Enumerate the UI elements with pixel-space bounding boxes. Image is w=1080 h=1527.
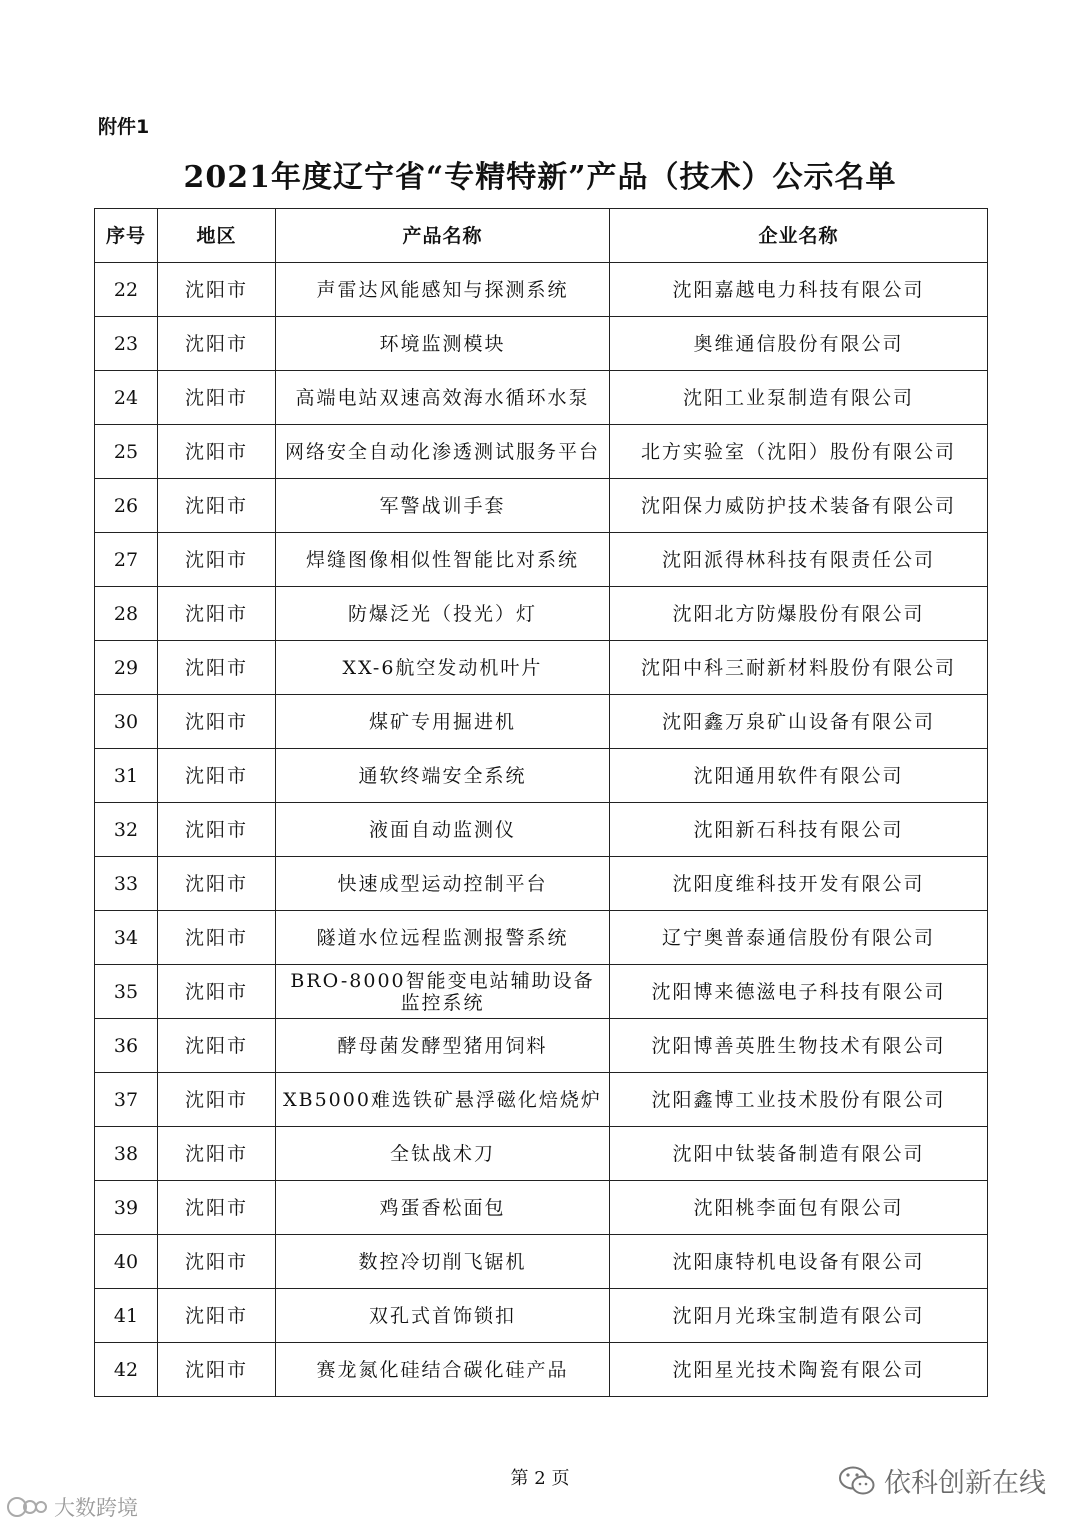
cloud-logo-icon: [6, 1494, 48, 1520]
table-row: [95, 1019, 988, 1073]
cell-product: 军警战训手套: [276, 479, 610, 533]
table-row: [95, 479, 988, 533]
cell-region: 沈阳市: [158, 641, 276, 695]
table-row: [95, 1343, 988, 1397]
header-company: 企业名称: [610, 209, 988, 263]
cell-product: 网络安全自动化渗透测试服务平台: [276, 425, 610, 479]
cell-region: 沈阳市: [158, 1235, 276, 1289]
cell-company: 辽宁奥普泰通信股份有限公司: [610, 911, 988, 965]
cell-product: 鸡蛋香松面包: [276, 1181, 610, 1235]
cell-index: 41: [95, 1289, 158, 1343]
cell-company: 沈阳桃李面包有限公司: [610, 1181, 988, 1235]
cell-company: 沈阳康特机电设备有限公司: [610, 1235, 988, 1289]
cell-index: 35: [95, 965, 158, 1019]
table-header-row: [95, 209, 988, 263]
cell-product: 防爆泛光（投光）灯: [276, 587, 610, 641]
cell-index: 42: [95, 1343, 158, 1397]
cell-company: 沈阳星光技术陶瓷有限公司: [610, 1343, 988, 1397]
table-row: [95, 965, 988, 1019]
cell-index: 23: [95, 317, 158, 371]
table-row: [95, 371, 988, 425]
cell-product: 高端电站双速高效海水循环水泵: [276, 371, 610, 425]
cell-index: 40: [95, 1235, 158, 1289]
cell-company: 沈阳鑫博工业技术股份有限公司: [610, 1073, 988, 1127]
cell-region: 沈阳市: [158, 1019, 276, 1073]
table-row: [95, 263, 988, 317]
table-row: [95, 1289, 988, 1343]
header-product: 产品名称: [276, 209, 610, 263]
table-row: [95, 587, 988, 641]
cell-product: BRO-8000智能变电站辅助设备监控系统: [276, 965, 610, 1019]
cell-company: 沈阳通用软件有限公司: [610, 749, 988, 803]
cell-product: 环境监测模块: [276, 317, 610, 371]
cell-product: 酵母菌发酵型猪用饲料: [276, 1019, 610, 1073]
cell-company: 沈阳保力威防护技术装备有限公司: [610, 479, 988, 533]
cell-product: 隧道水位远程监测报警系统: [276, 911, 610, 965]
cell-region: 沈阳市: [158, 1289, 276, 1343]
cell-company: 沈阳度维科技开发有限公司: [610, 857, 988, 911]
cell-company: 沈阳工业泵制造有限公司: [610, 371, 988, 425]
cell-index: 28: [95, 587, 158, 641]
cell-product: XB5000难选铁矿悬浮磁化焙烧炉: [276, 1073, 610, 1127]
table-row: [95, 425, 988, 479]
table-row: [95, 749, 988, 803]
cell-product: 双孔式首饰锁扣: [276, 1289, 610, 1343]
cell-product: 快速成型运动控制平台: [276, 857, 610, 911]
cell-company: 沈阳博善英胜生物技术有限公司: [610, 1019, 988, 1073]
page-number: 第 2 页: [510, 1468, 570, 1489]
cell-index: 39: [95, 1181, 158, 1235]
cell-region: 沈阳市: [158, 479, 276, 533]
cell-region: 沈阳市: [158, 1343, 276, 1397]
cell-index: 29: [95, 641, 158, 695]
cell-company: 沈阳嘉越电力科技有限公司: [610, 263, 988, 317]
cell-product: 通软终端安全系统: [276, 749, 610, 803]
cell-region: 沈阳市: [158, 371, 276, 425]
cell-region: 沈阳市: [158, 317, 276, 371]
cell-index: 22: [95, 263, 158, 317]
cell-company: 奥维通信股份有限公司: [610, 317, 988, 371]
cell-product: 全钛战术刀: [276, 1127, 610, 1181]
cell-company: 沈阳派得林科技有限责任公司: [610, 533, 988, 587]
table-row: [95, 1073, 988, 1127]
cell-company: 北方实验室（沈阳）股份有限公司: [610, 425, 988, 479]
cell-region: 沈阳市: [158, 1181, 276, 1235]
cell-index: 37: [95, 1073, 158, 1127]
watermark-right-text: 依科创新在线: [884, 1468, 1046, 1499]
cell-region: 沈阳市: [158, 911, 276, 965]
table-row: [95, 1127, 988, 1181]
table-row: [95, 857, 988, 911]
document-title: 2021年度辽宁省“专精特新”产品（技术）公示名单: [183, 160, 897, 195]
table-row: [95, 317, 988, 371]
table-row: [95, 911, 988, 965]
cell-index: 31: [95, 749, 158, 803]
cell-index: 24: [95, 371, 158, 425]
cell-region: 沈阳市: [158, 263, 276, 317]
cell-index: 26: [95, 479, 158, 533]
watermark-wechat: [838, 1461, 1046, 1500]
table-row: [95, 1181, 988, 1235]
cell-index: 32: [95, 803, 158, 857]
cell-region: 沈阳市: [158, 587, 276, 641]
watermark-left-text: 大数跨境: [54, 1496, 138, 1520]
cell-region: 沈阳市: [158, 425, 276, 479]
cell-region: 沈阳市: [158, 857, 276, 911]
cell-index: 25: [95, 425, 158, 479]
cell-region: 沈阳市: [158, 803, 276, 857]
cell-product: 焊缝图像相似性智能比对系统: [276, 533, 610, 587]
table-row: [95, 1235, 988, 1289]
cell-company: 沈阳中科三耐新材料股份有限公司: [610, 641, 988, 695]
table-row: [95, 695, 988, 749]
table-row: [95, 803, 988, 857]
table-row: [95, 641, 988, 695]
cell-region: 沈阳市: [158, 1073, 276, 1127]
cell-product: XX-6航空发动机叶片: [276, 641, 610, 695]
attachment-label: 附件1: [98, 116, 150, 138]
header-region: 地区: [158, 209, 276, 263]
cell-product: 液面自动监测仪: [276, 803, 610, 857]
cell-company: 沈阳中钛装备制造有限公司: [610, 1127, 988, 1181]
cell-product: 赛龙氮化硅结合碳化硅产品: [276, 1343, 610, 1397]
cell-company: 沈阳北方防爆股份有限公司: [610, 587, 988, 641]
header-index: 序号: [95, 209, 158, 263]
cell-index: 30: [95, 695, 158, 749]
cell-company: 沈阳鑫万泉矿山设备有限公司: [610, 695, 988, 749]
product-list-table: [94, 208, 988, 1397]
wechat-icon: [838, 1465, 876, 1497]
cell-index: 34: [95, 911, 158, 965]
watermark-site: [6, 1492, 138, 1522]
table-body: [95, 263, 988, 1397]
cell-product: 煤矿专用掘进机: [276, 695, 610, 749]
cell-index: 27: [95, 533, 158, 587]
cell-region: 沈阳市: [158, 1127, 276, 1181]
cell-product: 数控冷切削飞锯机: [276, 1235, 610, 1289]
cell-index: 38: [95, 1127, 158, 1181]
cell-company: 沈阳月光珠宝制造有限公司: [610, 1289, 988, 1343]
table-row: [95, 533, 988, 587]
cell-region: 沈阳市: [158, 965, 276, 1019]
cell-company: 沈阳博来德滋电子科技有限公司: [610, 965, 988, 1019]
cell-index: 36: [95, 1019, 158, 1073]
cell-region: 沈阳市: [158, 695, 276, 749]
cell-region: 沈阳市: [158, 749, 276, 803]
cell-region: 沈阳市: [158, 533, 276, 587]
cell-product: 声雷达风能感知与探测系统: [276, 263, 610, 317]
cell-company: 沈阳新石科技有限公司: [610, 803, 988, 857]
cell-index: 33: [95, 857, 158, 911]
